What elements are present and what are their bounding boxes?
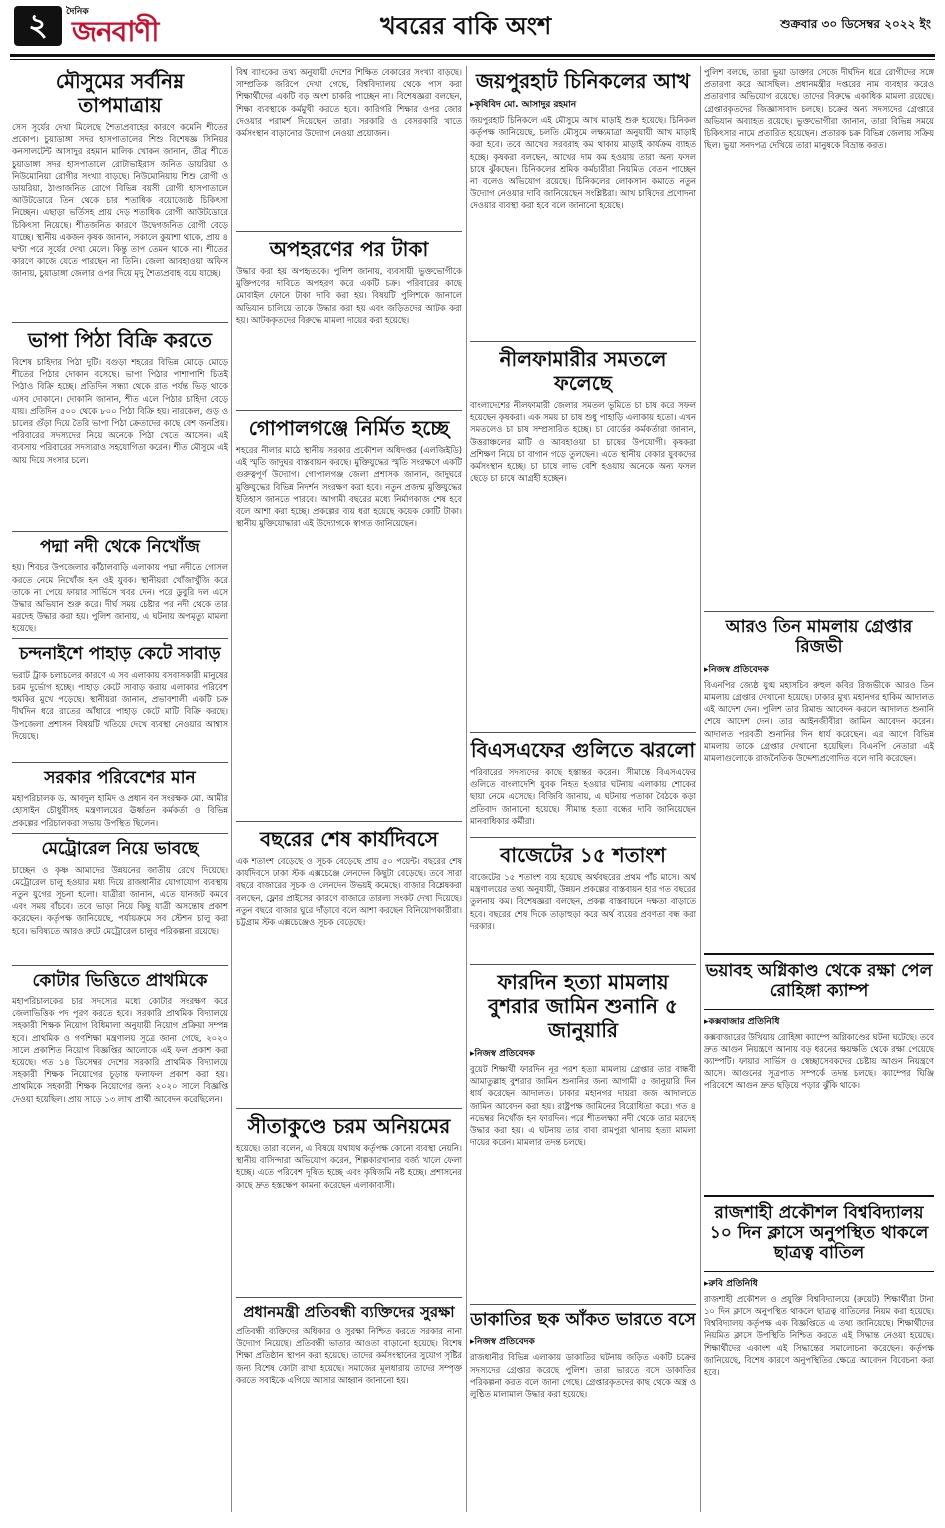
article-rohingya xyxy=(704,953,934,1010)
article-disabled xyxy=(236,1303,462,1435)
article-quota xyxy=(12,971,228,1375)
article-graduates xyxy=(236,66,462,226)
separator xyxy=(12,833,228,834)
article-body: শহরের নীলার মাঠে স্থানীয় সরকার প্রকৌশল অধিদপ্তর (এলজিইডি) এই স্মৃতি জাদুঘর বাস্তবায়ন করছে। মুক্তিযুদ্ধের স্মৃতি সংরক্ষণে একটি গুরুত্বপূর্ণ উদ্যোগ। গোপালগঞ্জ জেলা প্রশাসক জানান, জাদুঘরে মুক্তিযুদ্ধের বিভিন্ন নিদর্শন সংরক্ষণ করা হবে। নতুন প্রজন্ম মুক্তিযুদ্ধের ইতিহাস জানতে পারবে। আগামী বছরের মধ্যে নির্মাণকাজ শেষ হবে বলে আশা করা হচ্ছে। প্রকল্পের ব্যয় ধরা হয়েছে কয়েক কোটি টাকা। স্থানীয় মুক্তিযোদ্ধারা এই উদ্যোগকে স্বাগত জানিয়েছেন। xyxy=(236,445,462,529)
column-2 xyxy=(236,66,462,1512)
article-headline: চন্দনাইশে পাহাড় কেটে সাবাড় xyxy=(19,644,221,665)
article-headline: বিএসএফের গুলিতে ঝরলো xyxy=(470,738,696,762)
article-headline: পদ্মা নদী থেকে নিখোঁজ xyxy=(40,537,200,557)
separator xyxy=(236,410,462,411)
article-body: জয়পুরহাট চিনিকলে এই মৌসুমে আখ মাড়াই শুরু হয়েছে। চিনিকল কর্তৃপক্ষ জানিয়েছে, চলতি মৌসুমে লক্ষ্যমাত্রা অনুযায়ী আখ মাড়াই করা হবে। তবে আখের সরবরাহ কম থাকায় মাড়াই কার্যক্রম ব্যাহত হচ্ছে। কৃষকরা বলছেন, আখের দাম কম হওয়ায় তারা অন্য ফসল চাষে ঝুঁকছেন। চিনিকলের শ্রমিক কর্মচারীরা নিয়মিত বেতন পাচ্ছেন না বলেও অভিযোগ রয়েছে। চিনিকলের লোকসান কমাতে নতুন উদ্যোগ নেওয়ার দাবি জানিয়েছেন সংশ্লিষ্টরা। আখ চাষিদের প্রণোদনা দেওয়ার ব্যবস্থা করা হবে বলে জানানো হয়েছে। xyxy=(470,115,696,211)
article-byline: ▸ কক্সবাজার প্রতিনিধি xyxy=(704,1014,934,1029)
article-sugarcane xyxy=(470,69,696,336)
article-headline: আরও তিন মামলায় গ্রেপ্তার রিজভী xyxy=(725,617,913,658)
article-body: মহাপরিচালক ড. আবদুল হামিদ ও প্রধান বন সংরক্ষক মো. আমীর হোসাইন চৌধুরীসহ মন্ত্রণালয়ের ঊর্ধ্বতন কর্মকর্তা ও বিভিন্ন প্রকল্পের পরিচালকরা সভায় উপস্থিত ছিলেন। xyxy=(12,793,228,828)
article-body: কক্সবাজারের উখিয়ায় রোহিঙ্গা ক্যাম্পে অগ্নিকাণ্ডের ঘটনা ঘটেছে। তবে দ্রুত আগুন নিয়ন্ত্রণে আনায় বড় ধরনের ক্ষয়ক্ষতি থেকে রক্ষা পেয়েছে ক্যাম্পটি। ফায়ার সার্ভিস ও স্বেচ্ছাসেবকদের চেষ্টায় আগুন নিয়ন্ত্রণে আসে। আগুনের সূত্রপাত সম্পর্কে তদন্ত চলছে। ক্যাম্পের ঘিঞ্জি পরিবেশে আগুন দ্রুত ছড়িয়ে পড়ার ঝুঁকি থাকে। xyxy=(704,1031,934,1091)
article-body: প্রতিবন্ধী ব্যক্তিদের অধিকার ও সুরক্ষা নিশ্চিত করতে সরকার নানা উদ্যোগ নিয়েছে। প্রতিবন্ধী ভাতার আওতা বাড়ানো হয়েছে। বিশেষ শিক্ষা প্রতিষ্ঠান স্থাপন করা হয়েছে। তাদের কর্মসংস্থানের সুযোগ সৃষ্টির জন্য বিশেষ কোটা রাখা হয়েছে। সমাজের মূলধারায় তাদের সম্পৃক্ত করতে সবাইকে এগিয়ে আসার আহ্বান জানানো হয়। xyxy=(236,1326,462,1385)
logo-prefix: দৈনিক xyxy=(66,7,89,17)
article-headline: মেট্রোরেল নিয়ে ভাবছে xyxy=(41,839,199,860)
issue-date: শুক্রবার ৩০ ডিসেম্বর ২০২২ ইং xyxy=(780,17,931,31)
article-body: মহাপরিচালকের চার সদস্যের মধ্যে কোটার সংরক্ষণ করে জেলাভিত্তিক পদ পূরণ করতে হবে। সরকারি প্রাথমিক বিদ্যালয়ে সহকারী শিক্ষক নিয়োগ বিধিমালা অনুযায়ী নিয়োগ প্রক্রিয়া সম্পন্ন হবে। প্রাথমিক ও গণশিক্ষা মন্ত্রণালয় সূত্রে জানা গেছে, ২০২০ সালে প্রকাশিত নিয়োগ বিজ্ঞপ্তির আলোকে এই ফল প্রকাশ করা হয়েছে। গত ১৪ ডিসেম্বর দেশের সরকারি প্রাথমিক বিদ্যালয়ে সহকারী শিক্ষক নিয়োগের চূড়ান্ত ফলাফল প্রকাশ করা হয়। প্রাথমিকে সহকারী শিক্ষক নিয়োগের জন্য ২০২০ সালে বিজ্ঞপ্তি দেওয়া হয়েছিল। প্রায় সাড়ে ১৩ লাখ প্রার্থী আবেদন করেছিলেন। xyxy=(12,995,228,1104)
article-headline: সীতাকুণ্ডে চরম অনিয়মের xyxy=(247,1114,451,1138)
column-1 xyxy=(12,66,228,1512)
article-body: বাংলাদেশের নীলফামারী জেলার সমতল ভূমিতে চা চাষ করে সফল হয়েছেন কৃষকরা। এক সময় চা চাষ শুধু পাহাড়ি এলাকায় হতো। এখন সমতলেও চা চাষ সম্প্রসারিত হচ্ছে। চা বোর্ডের কর্মকর্তারা জানান, উত্তরাঞ্চলের মাটি ও আবহাওয়া চা চাষের উপযোগী। কৃষকরা প্রশিক্ষণ নিয়ে চা বাগান গড়ে তুলছেন। এতে স্থানীয় বেকার যুবকদের কর্মসংস্থান হচ্ছে। চা চাষে লাভ বেশি হওয়ায় অনেকে অন্য ফসল ছেড়ে চা চাষে আগ্রহী হচ্ছেন। xyxy=(470,400,696,484)
masthead xyxy=(0,0,945,52)
article-environment xyxy=(12,768,228,828)
article-body: বাজেটের ১৫ শতাংশ ব্যয় হয়েছে অর্থবছরের প্রথম পাঁচ মাসে। অর্থ মন্ত্রণালয়ের তথ্য অনুযায়ী, উন্নয়ন প্রকল্পের বাস্তবায়ন হার গত বছরের তুলনায় কম। বিশেষজ্ঞরা বলছেন, প্রকল্প বাস্তবায়নে দক্ষতা বাড়াতে হবে। বছরের শেষ দিকে তাড়াহুড়া করে অর্থ ব্যয়ের প্রবণতা বন্ধ করা দরকার। xyxy=(470,872,696,931)
article-body: সেস সূর্যের দেখা মিলেছে শৈত্যপ্রবাহের কারণে কমেনি শীতের প্রকোপ। চুয়াডাঙ্গা সদর হাসপাতালের শিশু বিশেষজ্ঞ সিনিয়র কনসালটেন্ট আসাদুর রহমান মালিক খোকন জানান, তীব্র শীতে চুয়াডাঙ্গা সদর হাসপাতালে রোটাভাইরাস জনিত ডায়রিয়া ও নিউমোনিয়া রোগীর সংখ্যা বাড়ছে। নিউমোনিয়ায় শিশু রোগী ও ডায়রিয়া, ঠাণ্ডাজনিত রোগে বিভিন্ন বয়সী রোগী হাসপাতালে আউটডোরে তিন থেকে চার শতাধিক বয়োজ্যেষ্ঠ চিকিৎসা নিচ্ছেন। এছাড়া ভর্তিসহ প্রায় দেড় শতাধিক রোগী আউটডোরে চিকিৎসা নিয়েছে। শীতজনিত কারণে উদ্বেগজনিত রোগী বেড়ে যাচ্ছে। স্থানীয় একজন কৃষক জানান, সকালে কুয়াশা থাকে, প্রায় ৪ ঘণ্টা পরে সূর্যের দেখা মেলে। কিন্তু তাপ তেমন থাকে না। শীতের কারণে কাজে যেতে পারছেন না তিনি। জেলা আবহাওয়া অফিস জানায়, চুয়াডাঙ্গা জেলার ওপর দিয়ে মৃদু শৈত্যপ্রবাহ বয়ে যাচ্ছে। xyxy=(12,122,228,279)
separator xyxy=(470,341,696,342)
article-headline: মৌসুমের সর্বনিম্ন তাপমাত্রায় xyxy=(55,69,185,117)
article-headline: ভাপা পিঠা বিক্রি করতে xyxy=(27,328,213,352)
article-sitakunda xyxy=(236,1114,462,1292)
page-number: ২ xyxy=(14,6,62,46)
separator xyxy=(12,762,228,763)
section-title: খবরের বাকি অংশ xyxy=(380,12,552,40)
column-4 xyxy=(704,66,934,1512)
article-gopalganj xyxy=(236,416,462,816)
article-headline: ডাকাতির ছক আঁকত ভারতে বসে xyxy=(470,1310,696,1330)
article-body: রাজধানীর বিভিন্ন এলাকায় ডাকাতির ঘটনায় জড়িত একটি চক্রের সদস্যদের গ্রেপ্তার করেছে পুলিশ। তারা ভারতে বসে ডাকাতির পরিকল্পনা করত বলে জানা গেছে। গ্রেপ্তারকৃতদের কাছ থেকে অস্ত্র ও লুণ্ঠিত মালামাল উদ্ধার করা হয়েছে। xyxy=(470,1352,696,1399)
separator xyxy=(704,611,934,612)
article-body: রাজশাহী প্রকৌশল ও প্রযুক্তি বিশ্ববিদ্যালয়ে (রুয়েট) শিক্ষার্থীরা টানা ১০ দিন ক্লাসে অনুপস্থিত থাকলে ছাত্রত্ব বাতিলের নিয়ম করা হয়েছে। বিশ্ববিদ্যালয় কর্তৃপক্ষ এক বিজ্ঞপ্তিতে এ তথ্য জানিয়েছে। শিক্ষার্থীদের নিয়মিত ক্লাসে উপস্থিতি নিশ্চিত করতে এই সিদ্ধান্ত নেওয়া হয়েছে। শিক্ষার্থীদের একাংশ এই সিদ্ধান্তের সমালোচনা করেছেন। কর্তৃপক্ষ জানিয়েছে, বিশেষ কারণে অনুপস্থিতির ক্ষেত্রে আবেদন বিবেচনা করা হবে। xyxy=(704,1293,934,1377)
article-pitha xyxy=(12,328,228,526)
article-body: বিশ্ব ব্যাংকের তথ্য অনুযায়ী দেশের শিক্ষিত বেকারের সংখ্যা বাড়ছে। সাম্প্রতিক জরিপে দেখা গেছে, বিশ্ববিদ্যালয় থেকে পাস করা শিক্ষার্থীদের একটি বড় অংশ চাকরি পাচ্ছেন না। বিশেষজ্ঞরা বলছেন, শিক্ষা ব্যবস্থাকে কর্মমুখী করতে হবে। কারিগরি শিক্ষার ওপর জোর দেওয়ার পরামর্শ দিয়েছেন তারা। সরকারি ও বেসরকারি খাতে কর্মসংস্থান বাড়ানোর উদ্যোগ নেওয়া প্রয়োজন। xyxy=(236,67,462,139)
separator xyxy=(236,1108,462,1109)
separator xyxy=(236,821,462,822)
article-doctor xyxy=(704,66,934,606)
column-divider xyxy=(231,66,232,1512)
article-body: বুয়েট শিক্ষার্থী ফারদিন নূর পরশ হত্যা মামলায় গ্রেপ্তার তার বান্ধবী আমাতুল্লাহ বুশরার জামিন শুনানির জন্য আগামী ৫ জানুয়ারি দিন ধার্য করেছেন আদালত। ঢাকার মহানগর দায়রা জজ আদালতে জামিন আবেদন করা হয়। রাষ্ট্রপক্ষ জামিনের বিরোধিতা করে। গত ৪ নভেম্বর নিখোঁজ হন ফারদিন। পরে শীতলক্ষ্যা নদী থেকে তার মরদেহ উদ্ধার করা হয়। এ ঘটনায় তার বাবা রামপুরা থানায় হত্যা মামলা দায়ের করেন। মামলার তদন্ত চলছে। xyxy=(470,1064,696,1148)
column-divider xyxy=(700,66,701,1512)
separator xyxy=(470,964,696,965)
article-body: পুলিশ বলছে, তারা ভুয়া ডাক্তার সেজে দীর্ঘদিন ধরে রোগীদের সঙ্গে প্রতারণা করে আসছিল। প্রধানমন্ত্রীর দপ্তরের নাম ব্যবহার করেও প্রতারণার অভিযোগ রয়েছে। তাদের বিরুদ্ধে একাধিক মামলা রয়েছে। গ্রেপ্তারকৃতদের জিজ্ঞাসাবাদ চলছে। চক্রের অন্য সদস্যদের গ্রেপ্তারে অভিযান অব্যাহত রয়েছে। ভুক্তভোগীরা জানান, তারা বিভিন্ন সময়ে চিকিৎসার নামে প্রতারিত হয়েছেন। প্রতারক চক্র বিভিন্ন জেলায় সক্রিয় ছিল। ভুয়া সনদপত্র দেখিয়ে তারা মানুষকে বিভ্রান্ত করত। xyxy=(704,67,934,151)
article-headline: জয়পুরহাট চিনিকলের আখ xyxy=(476,69,690,93)
article-byline: ▸ রুবি প্রতিনিধি xyxy=(704,1276,934,1291)
article-nilphamari xyxy=(470,347,696,727)
article-budget xyxy=(470,843,696,959)
separator xyxy=(12,531,228,532)
article-body: ভরাট ট্রাক চলাচলের কারণে এ সব এলাকায় বসবাসকারী মানুষের চরম দুর্ভোগ হচ্ছে। পাহাড় কেটে সাবাড় করায় এলাকার পরিবেশ হুমকির মুখে পড়েছে। স্থানীয়রা জানান, প্রভাবশালী একটি চক্র দীর্ঘদিন ধরে রাতের আঁধারে পাহাড় কেটে মাটি বিক্রি করছে। উপজেলা প্রশাসন বিষয়টি খতিয়ে দেখে ব্যবস্থা নেওয়ার আশ্বাস দিয়েছে। xyxy=(12,669,228,741)
article-abduction xyxy=(236,237,462,405)
article-body: এক শতাংশ বেড়েছে ও সূচক বেড়েছে প্রায় ৫০ পয়েন্ট। বছরের শেষ কার্যদিবসে ঢাকা স্টক এক্সচেঞ্জে লেনদেন কিছুটা বেড়েছে। তবে সারা বছরে বাজারের সূচক ও লেনদেন উভয়ই কমেছে। বাজার বিশ্লেষকরা বলছেন, ফ্লোর প্রাইসের কারণে বাজারে তারল্য সংকট দেখা দিয়েছে। নতুন বছরে বাজার ঘুরে দাঁড়াবে বলে আশা করছেন বিনিয়োগকারীরা। চট্টগ্রাম স্টক এক্সচেঞ্জেও সূচক বেড়েছে। xyxy=(236,856,462,928)
article-rajshahi xyxy=(704,1195,934,1272)
article-body: চাচ্ছেন ও কৃষ্ণ আমাদের উন্নয়নের জাতীয় রেখে দিয়েছে। মেট্রোরেল চালু হওয়ার মধ্য দিয়ে রাজধানীর যোগাযোগ ব্যবস্থায় নতুন যুগের সূচনা হলো। যাত্রীরা জানান, এতে যানজট কমবে এবং সময় বাঁচবে। তবে ভাড়া নিয়ে কিছু যাত্রী অসন্তোষ প্রকাশ করেছেন। কর্তৃপক্ষ জানিয়েছে, পর্যায়ক্রমে সব স্টেশন চালু করা হবে। ভবিষ্যতে আরও রুটে মেট্রোরেল চালুর পরিকল্পনা রয়েছে। xyxy=(12,864,228,936)
article-headline: কোটার ভিত্তিতে প্রাথমিকে xyxy=(32,970,208,991)
separator xyxy=(236,231,462,232)
article-cold xyxy=(12,69,228,317)
article-headline: ভয়াবহ অগ্নিকাণ্ড থেকে রক্ষা পেল রোহিঙ্গা ক্যাম্প xyxy=(705,960,933,1002)
article-headline: অপহরণের পর টাকা xyxy=(269,237,429,261)
masthead-rule xyxy=(10,54,935,57)
column-3 xyxy=(470,66,696,1512)
article-byline: ▸ কৃষিবিদ মো. আসাদুর রহমান xyxy=(470,97,696,112)
column-divider xyxy=(466,66,467,1512)
article-body: বিশেষ চাহিদার পিঠা দুটি। বগুড়া শহরের বিভিন্ন মোড়ে মোড়ে শীতের পিঠার দোকান বসেছে। ভাপা পিঠার পাশাপাশি চিতই পিঠাও বিক্রি হচ্ছে। প্রতিদিন সন্ধ্যা থেকে রাত পর্যন্ত ভিড় থাকে এসব দোকানে। দোকানি জানান, শীত এলে পিঠার চাহিদা বেড়ে যায়। প্রতিদিন ৫০০ থেকে ৮০০ পিঠা বিক্রি হয়। নারকেল, গুড় ও চালের গুঁড়া দিয়ে তৈরি ভাপা পিঠা ক্রেতাদের কাছে বেশ জনপ্রিয়। পরিবারের সদস্যদের নিয়ে অনেকে পিঠা খেতে আসেন। এই ব্যবসায় পরিবারের সদস্যরাও সহযোগিতা করেন। শীত মৌসুমে এই আয় দিয়ে সংসার চলে। xyxy=(12,357,228,465)
article-metrorail xyxy=(12,839,228,959)
separator xyxy=(470,732,696,733)
separator xyxy=(236,1297,462,1298)
article-body: বিএনপির জ্যেষ্ঠ যুগ্ম মহাসচিব রুহুল কবির রিজভীকে আরও তিন মামলায় গ্রেপ্তার দেখানো হয়েছে। ঢাকার মুখ্য মহানগর হাকিম আদালত এই আদেশ দেন। পুলিশ তার রিমান্ড আবেদন করলে আদালত শুনানি শেষে আদেশ দেন। তার আইনজীবীরা জামিন আবেদন করেন। আদালত পরবর্তী শুনানির দিন ধার্য করেছেন। এর আগে বিভিন্ন মামলায় তাকে গ্রেপ্তার দেখানো হয়েছিল। বিএনপি নেতারা এই মামলাগুলোকে রাজনৈতিক উদ্দেশ্যপ্রণোদিত বলে দাবি করেছেন। xyxy=(704,679,934,763)
article-headline: বছরের শেষ কার্যদিবসে xyxy=(259,827,439,851)
article-rizvi xyxy=(704,617,934,949)
separator xyxy=(470,1304,696,1305)
article-byline: ▸ নিজস্ব প্রতিবেদক xyxy=(470,1046,696,1061)
article-headline: গোপালগঞ্জে নির্মিত হচ্ছে xyxy=(248,416,450,440)
separator xyxy=(12,965,228,966)
article-headline: নীলফামারীর সমতলে ফলেছে xyxy=(499,347,667,395)
article-byline: ▸ নিজস্ব প্রতিবেদক xyxy=(470,1334,696,1349)
logo-name: জনবাণী xyxy=(72,15,159,48)
article-body: পরিবারের সদস্যদের কাছে হস্তান্তর করেন। সীমান্তে বিএসএফের গুলিতে বাংলাদেশি যুবক নিহত হওয়ার ঘটনায় এলাকায় শোকের ছায়া নেমে এসেছে। বিজিবি জানায়, এ ঘটনায় পতাকা বৈঠকে কড়া প্রতিবাদ জানানো হয়েছে। সীমান্ত হত্যা বন্ধের দাবি জানিয়েছেন মানবাধিকার কর্মীরা। xyxy=(470,767,696,826)
article-byline: ▸ নিজস্ব প্রতিবেদক xyxy=(704,662,934,677)
masthead-rule-thin xyxy=(10,59,935,60)
newspaper-logo xyxy=(66,4,198,48)
separator xyxy=(12,638,228,639)
article-padma xyxy=(12,537,228,633)
article-robbery xyxy=(470,1310,696,1411)
article-lastday xyxy=(236,827,462,1103)
article-headline: রাজশাহী প্রকৌশল বিশ্ববিদ্যালয় ১০ দিন ক্লাসে অনুপস্থিত থাকলে ছাত্রত্ব বাতিল xyxy=(709,1202,929,1264)
article-body: হয়েছে। তারা বলেন, এ বিষয়ে যথাযথ কর্তৃপক্ষ কোনো ব্যবস্থা নেয়নি। স্থানীয় বাসিন্দারা অভিযোগ করেন, শিল্পকারখানার বর্জ্য খালে ফেলা হচ্ছে। এতে পরিবেশ দূষিত হচ্ছে এবং কৃষিজমি নষ্ট হচ্ছে। প্রশাসনের কাছে দ্রুত হস্তক্ষেপ কামনা করেছেন এলাকাবাসী। xyxy=(236,1143,462,1190)
article-headline: বাজেটের ১৫ শতাংশ xyxy=(500,843,666,867)
separator xyxy=(470,837,696,838)
article-body: উদ্ধার করা হয় অপহৃতকে। পুলিশ জানায়, ব্যবসায়ী ভুক্তভোগীকে মুক্তিপণের দাবিতে অপহরণ করে একটি চক্র। পরিবারের কাছে মোবাইল ফোনে টাকা দাবি করা হয়। বিষয়টি পুলিশকে জানালে অভিযান চালিয়ে তাকে উদ্ধার করা হয় এবং জড়িতদের আটক করা হয়। আটককৃতদের বিরুদ্ধে মামলা দায়ের করা হয়েছে। xyxy=(236,266,462,325)
article-headline: প্রধানমন্ত্রী প্রতিবন্ধী ব্যক্তিদের সুরক্ষা xyxy=(243,1303,455,1321)
article-fardin xyxy=(470,970,696,1299)
article-headline: সরকার পরিবেশের মান xyxy=(44,767,196,788)
article-body: হয়। শিবচর উপজেলার কাঁঠালবাড়ি এলাকায় পদ্মা নদীতে গোসল করতে নেমে নিখোঁজ হন ওই যুবক। স্থানীয়রা খোঁজাখুঁজি করে তাকে না পেয়ে ফায়ার সার্ভিসে খবর দেন। পরে ডুবুরি দল এসে উদ্ধার অভিযান শুরু করে। দীর্ঘ সময় চেষ্টার পর নদী থেকে তার মরদেহ উদ্ধার করা হয়। পুলিশ জানায়, এ ঘটনায় অপমৃত্যু মামলা হয়েছে। xyxy=(12,562,228,634)
article-hill xyxy=(12,644,228,756)
article-headline: ফারদিন হত্যা মামলায় বুশরার জামিন শুনানি ৫ জানুয়ারি xyxy=(488,970,678,1042)
article-bsf xyxy=(470,738,696,832)
separator xyxy=(12,322,228,323)
